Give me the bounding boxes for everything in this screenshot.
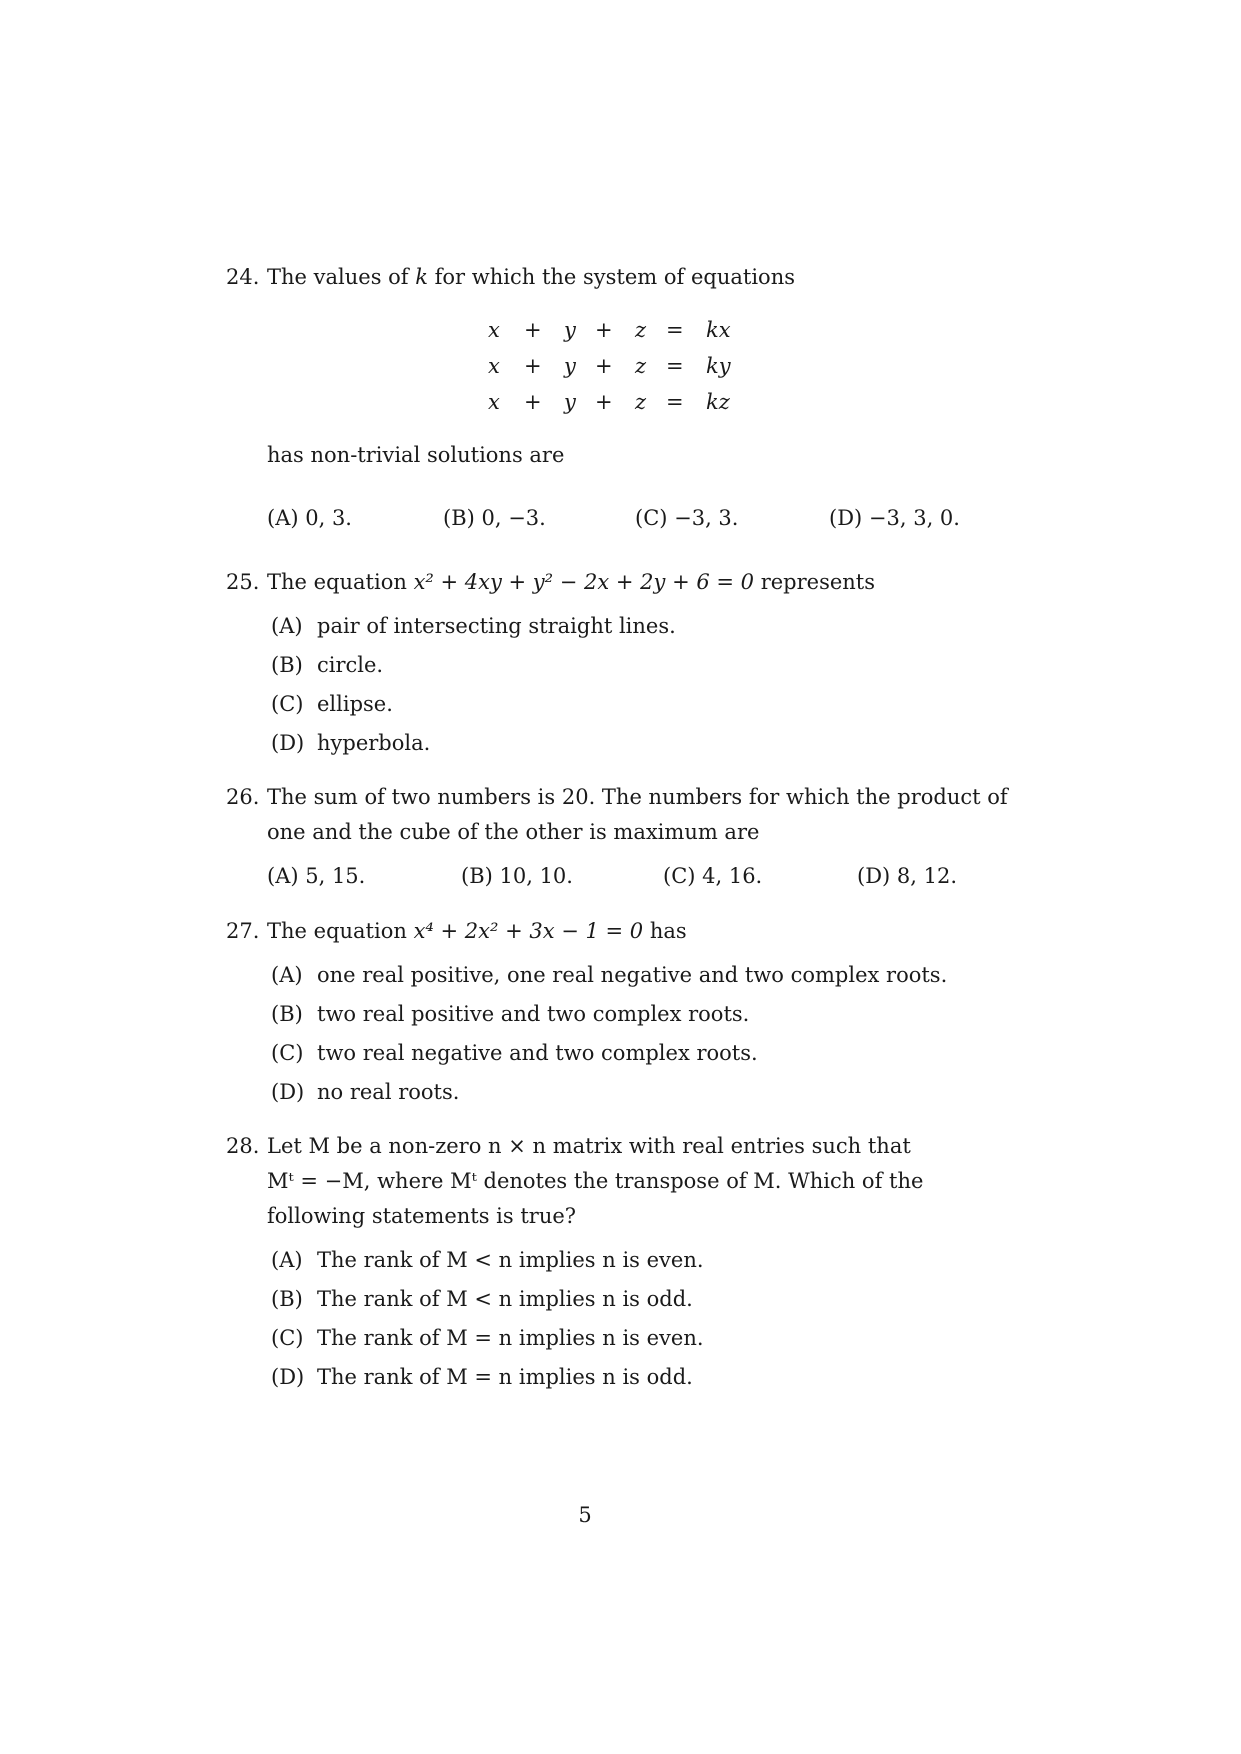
eq-term: z: [635, 390, 647, 414]
option-label: (C): [271, 1041, 304, 1065]
q27-option-c: [271, 1041, 758, 1066]
option-text: The rank of M < n implies n is odd.: [317, 1287, 693, 1311]
q28-option-c: [271, 1326, 704, 1351]
q25-option-d: [271, 731, 430, 756]
q25-option-a: [271, 614, 676, 639]
option-text: hyperbola.: [317, 731, 431, 755]
eq-term: x: [488, 354, 500, 378]
q28-option-b: [271, 1287, 693, 1312]
q27-option-b: [271, 1002, 749, 1027]
eq-term: kz: [706, 390, 730, 414]
q26-option-a: (A) 5, 15.: [267, 864, 366, 888]
q24-option-d: (D) −3, 3, 0.: [829, 506, 960, 530]
option-label: (B): [271, 1002, 303, 1026]
q26-number: 26.: [226, 785, 260, 809]
q25-stem-math: x² + 4xy + y² − 2x + 2y + 6 = 0: [413, 570, 755, 594]
q24-stem-pre: The values of: [267, 265, 416, 289]
q28-stem-line1: Let M be a non-zero n × n matrix with real entries such that: [267, 1134, 911, 1158]
option-label: (A): [271, 1248, 303, 1272]
q24-option-c: (C) −3, 3.: [635, 506, 739, 530]
q25-stem: [267, 570, 875, 595]
option-label: (C): [271, 1326, 304, 1350]
q24-stem-var: k: [415, 265, 428, 289]
eq-term: y: [564, 318, 576, 342]
q27-stem: [267, 919, 687, 944]
eq-op: =: [666, 318, 684, 342]
q24-option-a: (A) 0, 3.: [267, 506, 352, 530]
option-text: pair of intersecting straight lines.: [317, 614, 676, 638]
q25-number: 25.: [226, 570, 260, 594]
eq-op: +: [595, 318, 613, 342]
option-text: The rank of M = n implies n is even.: [317, 1326, 704, 1350]
q26-stem-line1: The sum of two numbers is 20. The numbers for which the product of: [267, 785, 1008, 809]
q25-stem-pre: The equation: [267, 570, 414, 594]
q27-option-a: [271, 963, 947, 988]
q24-number: 24.: [226, 265, 260, 289]
q27-number: 27.: [226, 919, 260, 943]
q26-option-d: (D) 8, 12.: [857, 864, 958, 888]
q28-number: 28.: [226, 1134, 260, 1158]
q26-option-b: (B) 10, 10.: [461, 864, 573, 888]
eq-term: kx: [706, 318, 731, 342]
option-label: (A): [271, 614, 303, 638]
eq-op: =: [666, 390, 684, 414]
option-text: two real positive and two complex roots.: [317, 1002, 750, 1026]
option-text: The rank of M = n implies n is odd.: [317, 1365, 693, 1389]
option-label: (D): [271, 731, 305, 755]
eq-term: z: [635, 318, 647, 342]
option-label: (C): [271, 692, 304, 716]
q27-stem-post: has: [643, 919, 687, 943]
q26-option-c: (C) 4, 16.: [663, 864, 763, 888]
option-text: one real positive, one real negative and two complex roots.: [317, 963, 948, 987]
option-label: (D): [271, 1080, 305, 1104]
q28-stem-line3: following statements is true?: [267, 1204, 577, 1228]
eq-op: +: [595, 390, 613, 414]
option-text: two real negative and two complex roots.: [317, 1041, 758, 1065]
q24-stem: [267, 265, 795, 290]
eq-term: y: [564, 354, 576, 378]
option-label: (A): [271, 963, 303, 987]
eq-term: x: [488, 318, 500, 342]
eq-term: y: [564, 390, 576, 414]
option-text: no real roots.: [317, 1080, 460, 1104]
option-label: (D): [271, 1365, 305, 1389]
q28-option-d: [271, 1365, 693, 1390]
eq-term: ky: [706, 354, 731, 378]
q24-tail: has non-trivial solutions are: [267, 443, 565, 467]
q27-option-d: [271, 1080, 459, 1105]
q24-stem-post: for which the system of equations: [427, 265, 795, 289]
q27-stem-pre: The equation: [267, 919, 414, 943]
eq-op: +: [524, 390, 542, 414]
page-number: 5: [578, 1503, 592, 1527]
eq-op: =: [666, 354, 684, 378]
q24-option-b: (B) 0, −3.: [443, 506, 546, 530]
q27-stem-math: x⁴ + 2x² + 3x − 1 = 0: [413, 919, 644, 943]
eq-op: +: [595, 354, 613, 378]
eq-term: z: [635, 354, 647, 378]
q26-stem-line2: one and the cube of the other is maximum are: [267, 820, 760, 844]
eq-term: x: [488, 390, 500, 414]
q28-option-a: [271, 1248, 704, 1273]
q25-option-c: [271, 692, 393, 717]
option-text: ellipse.: [317, 692, 393, 716]
q25-stem-post: represents: [754, 570, 876, 594]
option-text: circle.: [317, 653, 384, 677]
option-label: (B): [271, 653, 303, 677]
option-label: (B): [271, 1287, 303, 1311]
q28-stem-line2: Mᵗ = −M, where Mᵗ denotes the transpose of M. Which of the: [267, 1169, 924, 1193]
option-text: The rank of M < n implies n is even.: [317, 1248, 704, 1272]
q25-option-b: [271, 653, 383, 678]
eq-op: +: [524, 318, 542, 342]
eq-op: +: [524, 354, 542, 378]
